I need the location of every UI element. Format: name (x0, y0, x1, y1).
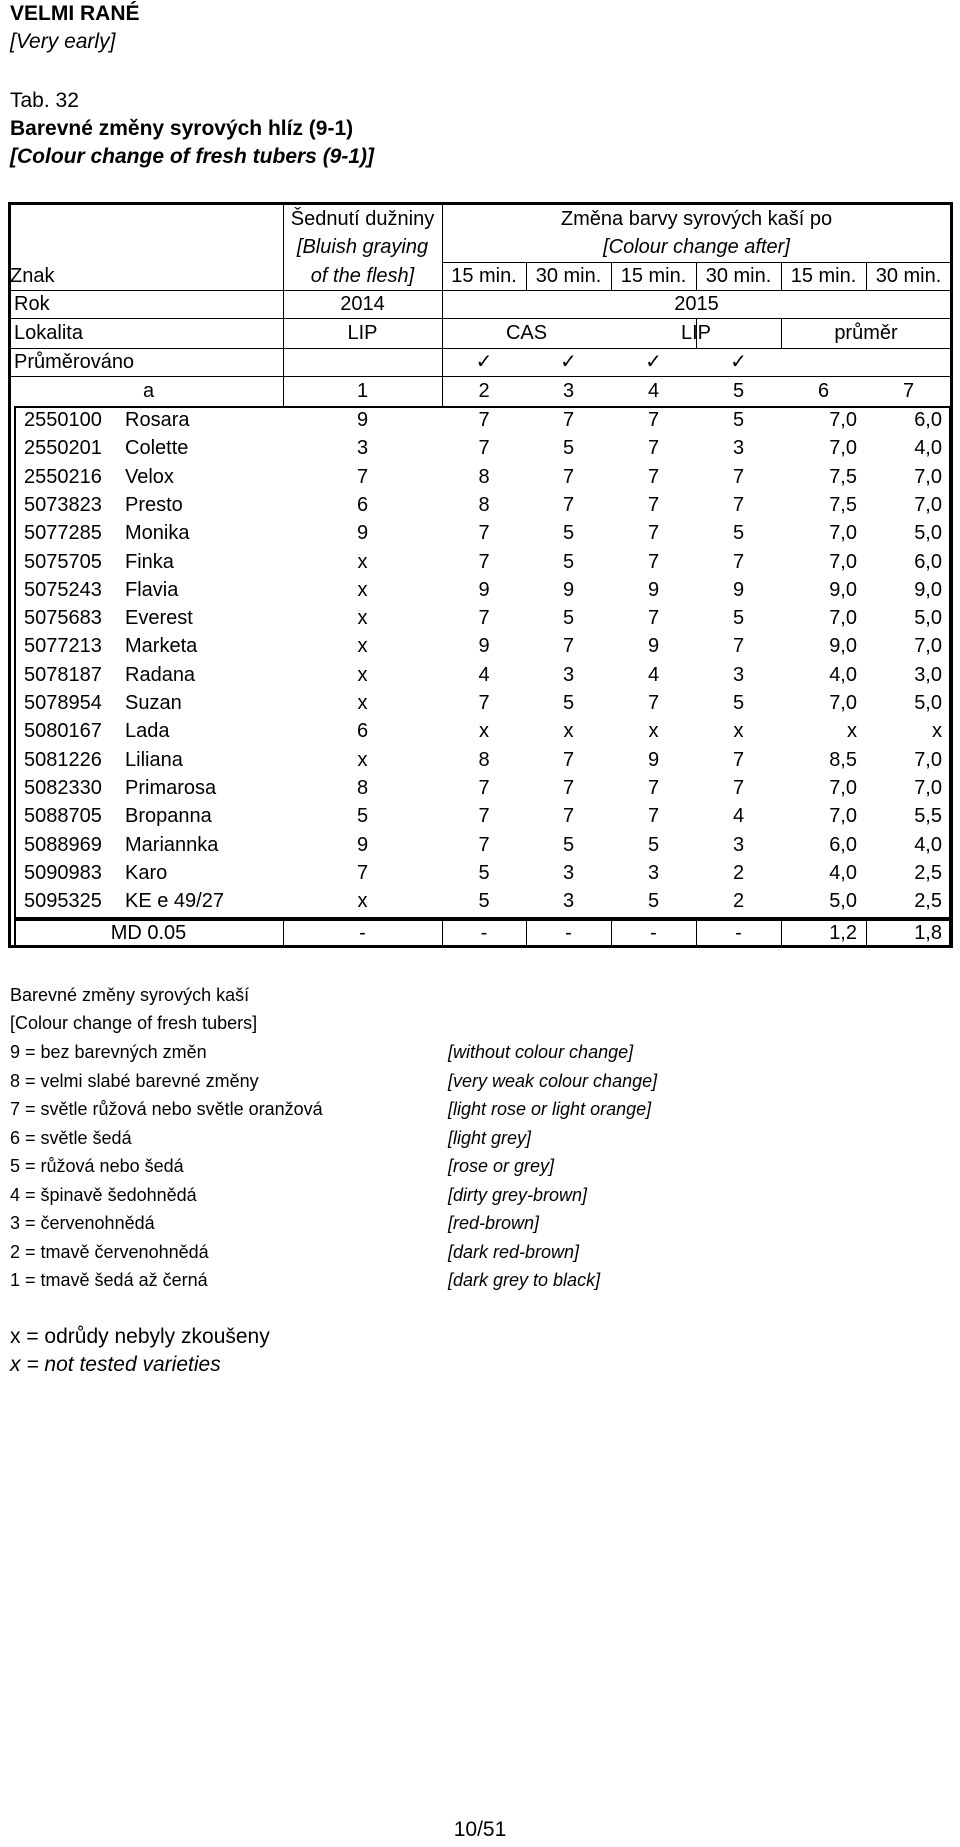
value-cell: 5 (562, 607, 575, 630)
variety-code: 5095325 (24, 890, 102, 913)
value-cell: 6,0 (914, 409, 942, 431)
lokalita-label: Lokalita (14, 322, 83, 344)
variety-code: 5082330 (24, 776, 102, 799)
rule-lokalita (10, 318, 951, 319)
value-cell: 9 (356, 833, 369, 856)
variety-code: 5081226 (24, 748, 102, 771)
value-cell: 7 (732, 550, 745, 573)
not-tested-note-en: x = not tested varieties (10, 1353, 221, 1376)
value-cell: 3 (562, 890, 575, 913)
value-cell: x (479, 720, 489, 743)
value-cell: 9 (356, 409, 369, 431)
value-cell: 7,5 (829, 493, 857, 516)
table-number: Tab. 32 (10, 89, 79, 112)
change-header-en: [Colour change after] (603, 236, 790, 258)
value-cell: 5 (732, 522, 745, 545)
value-cell: 5,0 (829, 890, 857, 913)
value-cell: 7 (647, 437, 660, 460)
value-cell: 2 (732, 861, 745, 884)
md-value: - (565, 922, 572, 944)
value-cell: 5 (562, 550, 575, 573)
year-2014: 2014 (340, 293, 385, 315)
value-cell: 7,0 (829, 409, 857, 431)
time-header: 15 min. (451, 265, 517, 287)
value-cell: 7 (478, 409, 490, 431)
value-cell: 6 (356, 720, 369, 743)
graying-header: Šednutí dužniny (290, 208, 435, 230)
value-cell: 7,0 (914, 635, 942, 658)
rule-rok (10, 290, 951, 291)
graying-header-en2: of the flesh] (310, 265, 415, 287)
value-cell: 5 (647, 890, 660, 913)
value-cell: 6,0 (914, 550, 942, 573)
value-cell: 5 (562, 522, 575, 545)
value-cell: 7 (562, 465, 575, 488)
variety-code: 2550100 (24, 409, 102, 431)
index-cell: 2 (478, 380, 490, 402)
value-cell: 9 (562, 578, 575, 601)
variety-code: 5088705 (24, 805, 102, 828)
value-cell: 7 (356, 861, 369, 884)
value-cell: 5 (732, 692, 745, 714)
time-header: 30 min. (705, 265, 772, 287)
legend-item: 3 = červenohnědá (10, 1213, 155, 1233)
value-cell: 5,5 (914, 805, 942, 828)
rule-prumerovano (10, 348, 951, 349)
value-cell: 7 (478, 522, 490, 545)
variety-name: Karo (125, 861, 168, 884)
time-header: 30 min. (535, 265, 602, 287)
prumerovano-label: Průměrováno (14, 351, 135, 373)
index-cell: 4 (647, 380, 660, 402)
value-cell: 7,0 (829, 522, 857, 545)
variety-name: Monika (125, 522, 190, 545)
variety-code: 5080167 (24, 720, 102, 743)
value-cell: 7 (562, 635, 575, 658)
legend-item: 2 = tmavě červenohnědá (10, 1241, 209, 1262)
variety-code: 5073823 (24, 493, 102, 516)
value-cell: 8 (356, 776, 369, 799)
variety-name: Liliana (125, 748, 183, 771)
value-cell: 7 (562, 748, 575, 771)
value-cell: 6,0 (829, 833, 857, 856)
check-icon: ✓ (645, 351, 662, 373)
value-cell: 7,0 (914, 493, 942, 516)
legend-item-en: [light grey] (448, 1127, 532, 1148)
value-cell: 7 (732, 748, 745, 771)
value-cell: 5,0 (914, 692, 942, 714)
maturity-title-en: [Very early] (10, 30, 116, 53)
legend-item-en: [dirty grey-brown] (448, 1184, 588, 1205)
md-label: MD 0.05 (110, 922, 187, 944)
value-cell: 7,0 (914, 748, 942, 771)
value-cell: 2,5 (914, 861, 942, 884)
md-value: - (650, 922, 657, 944)
value-cell: 7 (647, 465, 660, 488)
value-cell: 7,0 (829, 550, 857, 573)
value-cell: 9,0 (914, 578, 942, 601)
value-cell: 3 (732, 663, 745, 686)
value-cell: 7 (562, 776, 575, 799)
value-cell: x (733, 720, 744, 743)
value-cell: 4,0 (829, 663, 857, 686)
value-cell: x (563, 720, 574, 743)
value-cell: 5 (478, 890, 490, 913)
value-cell: 4 (647, 663, 660, 686)
loc-average: průměr (834, 322, 898, 344)
value-cell: 7,0 (829, 437, 857, 460)
md-value: - (480, 922, 488, 944)
value-cell: 7 (478, 437, 490, 460)
value-cell: 7,0 (914, 776, 942, 799)
variety-name: Bropanna (125, 805, 212, 828)
time-header: 30 min. (875, 265, 942, 287)
value-cell: 7 (478, 833, 490, 856)
variety-code: 5075243 (24, 578, 102, 601)
legend-item-en: [without colour change] (448, 1042, 634, 1062)
value-cell: 7 (732, 635, 745, 658)
value-cell: 9 (356, 522, 369, 545)
index-cell: 1 (356, 380, 369, 402)
value-cell: x (357, 748, 368, 771)
value-cell: x (357, 692, 368, 714)
value-cell: x (357, 578, 368, 601)
legend-item: 9 = bez barevných změn (10, 1042, 207, 1062)
value-cell: 9,0 (829, 578, 857, 601)
legend-item: 7 = světle růžová nebo světle oranžová (10, 1099, 323, 1119)
variety-code: 5077213 (24, 635, 102, 658)
value-cell: 7 (647, 805, 660, 828)
variety-code: 5077285 (24, 522, 102, 545)
legend-title-en: [Colour change of fresh tubers] (10, 1013, 258, 1033)
time-header: 15 min. (620, 265, 687, 287)
variety-name: Primarosa (125, 776, 217, 799)
legend-item: 6 = světle šedá (10, 1127, 132, 1148)
check-icon: ✓ (475, 351, 493, 373)
value-cell: 5 (562, 437, 575, 460)
index-cell: 6 (817, 380, 830, 402)
legend-item-en: [dark grey to black] (448, 1270, 601, 1290)
legend-item-en: [rose or grey] (448, 1156, 555, 1176)
check-icon: ✓ (730, 351, 747, 373)
legend-title: Barevné změny syrových kaší (10, 985, 250, 1005)
loc-lip-2014: LIP (347, 322, 378, 344)
value-cell: x (357, 890, 368, 913)
page-number: 10/51 (453, 1818, 507, 1841)
value-cell: 7,5 (829, 465, 857, 488)
variety-name: Suzan (125, 692, 182, 714)
value-cell: 7 (647, 607, 660, 630)
value-cell: 7,0 (829, 692, 857, 714)
variety-name: Rosara (125, 409, 190, 431)
value-cell: x (648, 720, 659, 743)
variety-code: 5088969 (24, 833, 102, 856)
legend-item: 8 = velmi slabé barevné změny (10, 1070, 259, 1091)
year-2015: 2015 (674, 293, 719, 315)
value-cell: x (357, 663, 368, 686)
value-cell: x (357, 635, 368, 658)
value-cell: 7 (732, 465, 745, 488)
value-cell: 7 (647, 776, 660, 799)
table-title: Barevné změny syrových hlíz (9-1) (10, 117, 354, 140)
value-cell: 7,0 (829, 805, 857, 828)
variety-code: 5075705 (24, 550, 102, 573)
value-cell: 7 (647, 692, 660, 714)
value-cell: 3 (732, 833, 745, 856)
value-cell: 7 (647, 522, 660, 545)
value-cell: 4 (478, 663, 490, 686)
legend-item-en: [red-brown] (448, 1213, 540, 1233)
value-cell: 8 (478, 465, 490, 488)
value-cell: 7 (356, 465, 369, 488)
value-cell: 7,0 (829, 607, 857, 630)
value-cell: 3,0 (914, 663, 942, 686)
loc-lip-2015: LIP (680, 322, 712, 344)
value-cell: 7 (647, 493, 660, 516)
variety-name: Mariannka (125, 833, 219, 856)
value-cell: 3 (562, 663, 575, 686)
legend-item: 1 = tmavě šedá až černá (10, 1270, 208, 1290)
md-value: 1,2 (829, 922, 857, 944)
value-cell: 9 (647, 635, 660, 658)
value-cell: 7 (478, 692, 490, 714)
value-cell: 2,5 (914, 890, 942, 913)
value-cell: 8 (478, 493, 490, 516)
value-cell: 7 (562, 805, 575, 828)
variety-name: Colette (125, 437, 189, 460)
index-a: a (142, 380, 155, 402)
legend-item-en: [light rose or light orange] (448, 1099, 652, 1119)
value-cell: 7 (478, 550, 490, 573)
value-cell: x (357, 607, 368, 630)
variety-code: 5078954 (24, 692, 102, 714)
table-title-en: [Colour change of fresh tubers (9-1)] (10, 145, 375, 168)
value-cell: 7,0 (914, 465, 942, 488)
value-cell: 3 (562, 861, 575, 884)
value-cell: 3 (732, 437, 745, 460)
value-cell: 7 (647, 409, 660, 431)
value-cell: x (932, 720, 942, 743)
value-cell: 5,0 (914, 607, 942, 630)
value-cell: 7,0 (829, 776, 857, 799)
value-cell: 7 (562, 409, 575, 431)
variety-name: Flavia (125, 578, 179, 601)
znak-label: Znak (10, 265, 55, 287)
value-cell: 7 (478, 805, 490, 828)
value-cell: 9 (732, 578, 745, 601)
legend-item-en: [very weak colour change] (448, 1070, 658, 1091)
value-cell: 4,0 (829, 861, 857, 884)
variety-code: 5090983 (24, 861, 102, 884)
value-cell: 7 (562, 493, 575, 516)
variety-name: Radana (125, 663, 196, 686)
variety-code: 2550201 (24, 437, 102, 460)
value-cell: 4,0 (914, 833, 942, 856)
time-header: 15 min. (790, 265, 857, 287)
legend-item: 4 = špinavě šedohnědá (10, 1184, 197, 1205)
value-cell: 4,0 (914, 437, 942, 460)
value-cell: 5 (647, 833, 660, 856)
index-cell: 5 (732, 380, 745, 402)
variety-name: Marketa (125, 635, 198, 658)
value-cell: 9 (647, 748, 660, 771)
index-cell: 7 (902, 380, 915, 402)
variety-name: Velox (125, 465, 174, 488)
value-cell: 7 (647, 550, 660, 573)
variety-code: 2550216 (24, 465, 102, 488)
value-cell: 9 (478, 578, 490, 601)
value-cell: 4 (732, 805, 745, 828)
value-cell: 9 (647, 578, 660, 601)
index-cell: 3 (562, 380, 575, 402)
loc-cas: CAS (505, 322, 548, 344)
value-cell: 7 (478, 776, 490, 799)
variety-name: Lada (125, 720, 170, 743)
value-cell: 2 (732, 890, 745, 913)
legend-item: 5 = růžová nebo šedá (10, 1156, 184, 1176)
value-cell: 5 (562, 833, 575, 856)
rule-index (10, 376, 951, 377)
value-cell: 3 (356, 437, 369, 460)
change-header: Změna barvy syrových kaší po (560, 208, 833, 230)
legend-item-en: [dark red-brown] (448, 1241, 580, 1262)
value-cell: 8,5 (829, 748, 857, 771)
variety-name: Presto (125, 493, 183, 516)
variety-code: 5075683 (24, 607, 102, 630)
variety-name: Everest (125, 607, 193, 630)
variety-code: 5078187 (24, 663, 102, 686)
variety-name: KE e 49/27 (125, 890, 224, 913)
value-cell: 5 (562, 692, 575, 714)
value-cell: 6 (356, 493, 369, 516)
value-cell: 5 (732, 409, 745, 431)
value-cell: x (847, 720, 857, 743)
rok-label: Rok (14, 293, 50, 315)
value-cell: 8 (478, 748, 490, 771)
check-icon: ✓ (560, 351, 577, 373)
value-cell: 7 (732, 776, 745, 799)
md-value: 1,8 (914, 922, 942, 944)
graying-header-en1: [Bluish graying (296, 236, 429, 258)
vrule-right (951, 205, 952, 406)
value-cell: x (357, 550, 368, 573)
value-cell: 7 (478, 607, 490, 630)
not-tested-note: x = odrůdy nebyly zkoušeny (10, 1325, 270, 1348)
md-value: - (735, 922, 742, 944)
value-cell: 5 (732, 607, 745, 630)
maturity-title: VELMI RANÉ (10, 2, 140, 25)
value-cell: 5 (356, 805, 369, 828)
value-cell: 3 (647, 861, 660, 884)
value-cell: 7 (732, 493, 745, 516)
value-cell: 5,0 (914, 522, 942, 545)
variety-name: Finka (125, 550, 174, 573)
value-cell: 9,0 (829, 635, 857, 658)
value-cell: 9 (478, 635, 490, 658)
value-cell: 5 (478, 861, 490, 884)
md-value: - (359, 922, 366, 944)
